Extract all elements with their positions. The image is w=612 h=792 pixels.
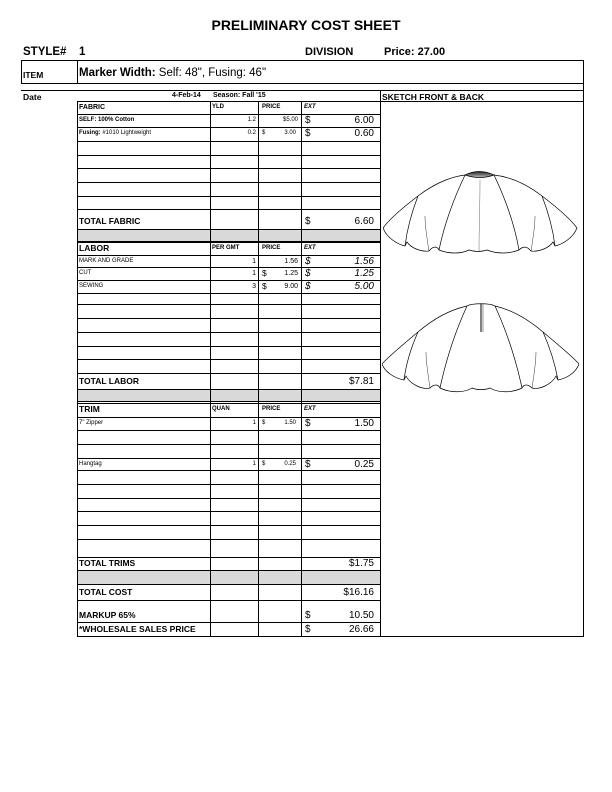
grid-line: [77, 304, 380, 305]
labor-header-row: [0, 242, 380, 255]
grid-line: [77, 511, 380, 512]
labor-qty: 1: [252, 258, 256, 265]
grid-line: [77, 570, 380, 571]
trim-price-currency: $: [262, 461, 266, 467]
markup-value: 10.50: [348, 610, 374, 621]
total-cost-value: $16.16: [343, 587, 374, 598]
grid-line: [77, 430, 380, 431]
fabric-price-header: PRICE: [262, 104, 281, 110]
divider: [380, 101, 584, 102]
fabric-ext-currency: $: [305, 115, 311, 126]
trim-ext-currency: $: [305, 418, 311, 429]
style-label: STYLE#: [23, 46, 67, 58]
trim-qty: 1: [252, 461, 256, 467]
total-trims-value: $1.75: [348, 558, 374, 569]
back-seam: [495, 306, 522, 388]
fabric-name-bold: Fusing:: [79, 130, 101, 136]
total-labor-row: [0, 375, 380, 388]
labor-ext-header: EXT: [304, 245, 316, 251]
labor-ext-currency: $: [305, 256, 311, 267]
grid-line: [77, 359, 380, 360]
fabric-qty: 1.2: [247, 117, 256, 123]
price-label: Price: 27.00: [384, 46, 446, 58]
front-fold: [531, 216, 535, 251]
grid-line: [77, 293, 380, 294]
grid-line: [77, 444, 380, 445]
back-fold: [532, 352, 536, 388]
section-separator: [77, 229, 380, 241]
trim-header: TRIM: [79, 404, 100, 414]
front-seam: [494, 175, 519, 250]
table-row: [0, 127, 380, 140]
labor-price-currency: $: [262, 281, 267, 291]
grid-line: [77, 373, 380, 374]
trim-ext: 0.25: [354, 459, 374, 470]
grid-line: [77, 525, 380, 526]
labor-ext-currency: $: [305, 281, 311, 292]
labor-header: LABOR: [79, 243, 110, 253]
trim-ext-header: EXT: [304, 406, 316, 412]
fabric-price: 3.00: [284, 130, 296, 136]
markup-row: [0, 609, 380, 622]
border: [77, 60, 78, 83]
back-seam: [440, 306, 467, 388]
labor-qty: 1: [252, 270, 256, 277]
markup-currency: $: [305, 610, 311, 621]
front-fold: [425, 216, 429, 251]
labor-ext: 1.56: [354, 256, 374, 267]
labor-ext: 1.25: [354, 268, 374, 279]
item-label: ITEM: [23, 70, 44, 80]
date-value: 4-Feb-14: [172, 92, 201, 99]
grid-line: [77, 196, 380, 197]
border: [583, 60, 584, 637]
front-seam: [439, 175, 465, 250]
labor-price: 9.00: [284, 283, 298, 290]
marker-width: [79, 67, 266, 79]
total-trims-row: [0, 557, 380, 570]
labor-qty: 3: [252, 283, 256, 290]
grid-line: [77, 401, 380, 402]
wholesale-currency: $: [305, 624, 311, 635]
trim-ext-currency: $: [305, 459, 311, 470]
grid-line: [77, 600, 380, 601]
grid-line: [210, 101, 211, 636]
fabric-header-row: [0, 101, 380, 114]
labor-ext-currency: $: [305, 268, 311, 279]
wholesale-label: *WHOLESALE SALES PRICE: [79, 624, 196, 634]
front-sketch: [383, 166, 578, 258]
table-row: [0, 114, 380, 127]
grid-line: [77, 155, 380, 156]
total-fabric-value: 6.60: [354, 216, 374, 227]
back-fold: [426, 352, 430, 388]
trim-header-row: [0, 403, 380, 416]
trim-price-currency: $: [262, 420, 266, 426]
wholesale-value: 26.66: [348, 624, 374, 635]
total-labor-value: $7.81: [348, 376, 374, 387]
front-fold: [479, 180, 480, 252]
wholesale-row: [0, 623, 380, 636]
fabric-name: SELF: 100% Cotton: [79, 117, 135, 123]
page-title: PRELIMINARY COST SHEET: [211, 17, 401, 33]
divider: [21, 83, 584, 84]
fabric-ext-header: EXT: [304, 104, 316, 110]
labor-price-currency: $: [262, 268, 267, 278]
front-sleeve-line: [405, 196, 418, 246]
marker-label: Marker Width:: [79, 67, 156, 79]
sketch-label: SKETCH FRONT & BACK: [382, 92, 484, 102]
divider: [380, 636, 584, 637]
front-sleeve-line: [542, 196, 555, 246]
grid-line: [77, 209, 380, 210]
labor-name: MARK AND GRADE: [79, 258, 134, 264]
grid-line: [77, 498, 380, 499]
grid-line: [77, 539, 380, 540]
fabric-name: [79, 127, 151, 140]
grid-line: [77, 141, 380, 142]
grid-line: [77, 389, 380, 390]
border: [380, 90, 381, 637]
total-trims-label: TOTAL TRIMS: [79, 558, 136, 568]
back-sketch: [382, 302, 579, 396]
section-separator: [77, 389, 380, 401]
collar-shape: [465, 172, 494, 178]
grid-line: [77, 636, 380, 637]
grid-line: [77, 332, 380, 333]
grid-line: [77, 101, 78, 636]
trim-qty-header: QUAN: [212, 406, 230, 412]
fabric-ext: 0.60: [354, 128, 374, 139]
divider: [21, 60, 584, 61]
grid-line: [258, 101, 259, 636]
labor-name: SEWING: [79, 283, 104, 289]
grid-line: [77, 346, 380, 347]
total-labor-label: TOTAL LABOR: [79, 376, 139, 386]
markup-label: MARKUP 65%: [79, 610, 136, 620]
trim-name: 7" Zipper: [79, 420, 104, 426]
trim-qty: 1: [252, 420, 256, 426]
grid-line: [77, 584, 380, 585]
labor-price: 1.25: [284, 270, 298, 277]
grid-line: [77, 484, 380, 485]
trim-price: 1.50: [284, 420, 296, 426]
grid-line: [77, 168, 380, 169]
fabric-qty-header: YLD: [212, 104, 224, 110]
table-row: [0, 267, 380, 280]
grid-line: [77, 229, 380, 230]
table-row: [0, 458, 380, 471]
total-fabric-currency: $: [305, 216, 311, 227]
total-fabric-label: TOTAL FABRIC: [79, 216, 141, 226]
fabric-ext: 6.00: [354, 115, 374, 126]
back-sleeve-line: [404, 332, 418, 380]
fabric-name-rest: #1010 Lightweight: [100, 130, 152, 136]
grid-line: [301, 101, 302, 636]
trim-price: 0.25: [284, 461, 296, 467]
fabric-ext-currency: $: [305, 128, 311, 139]
labor-name: CUT: [79, 270, 92, 276]
labor-ext: 5.00: [354, 281, 374, 292]
season-label: Season: Fall '15: [213, 92, 266, 99]
labor-qty-header: PER GMT: [212, 245, 240, 251]
border: [21, 60, 22, 83]
table-row: [0, 417, 380, 430]
trim-price-header: PRICE: [262, 406, 281, 412]
trim-ext: 1.50: [354, 418, 374, 429]
total-fabric-row: [0, 215, 380, 228]
fabric-price-currency: $: [262, 130, 266, 136]
fabric-header: FABRIC: [79, 104, 106, 111]
labor-price: 1.56: [284, 258, 298, 265]
divider: [21, 90, 584, 91]
division-label: DIVISION: [305, 46, 354, 58]
table-row: [0, 280, 380, 293]
section-separator: [77, 570, 380, 584]
fabric-price: $5.00: [282, 117, 298, 123]
date-label: Date: [23, 92, 42, 102]
fabric-qty: 0.2: [247, 130, 256, 136]
style-value: 1: [79, 46, 86, 58]
grid-line: [77, 182, 380, 183]
total-cost-row: [0, 586, 380, 599]
total-cost-label: TOTAL COST: [79, 587, 133, 597]
marker-value: Self: 48", Fusing: 46": [158, 67, 267, 79]
labor-price-header: PRICE: [262, 245, 281, 251]
grid-line: [77, 318, 380, 319]
trim-name: Hangtag: [79, 461, 102, 467]
back-sleeve-line: [543, 332, 558, 380]
